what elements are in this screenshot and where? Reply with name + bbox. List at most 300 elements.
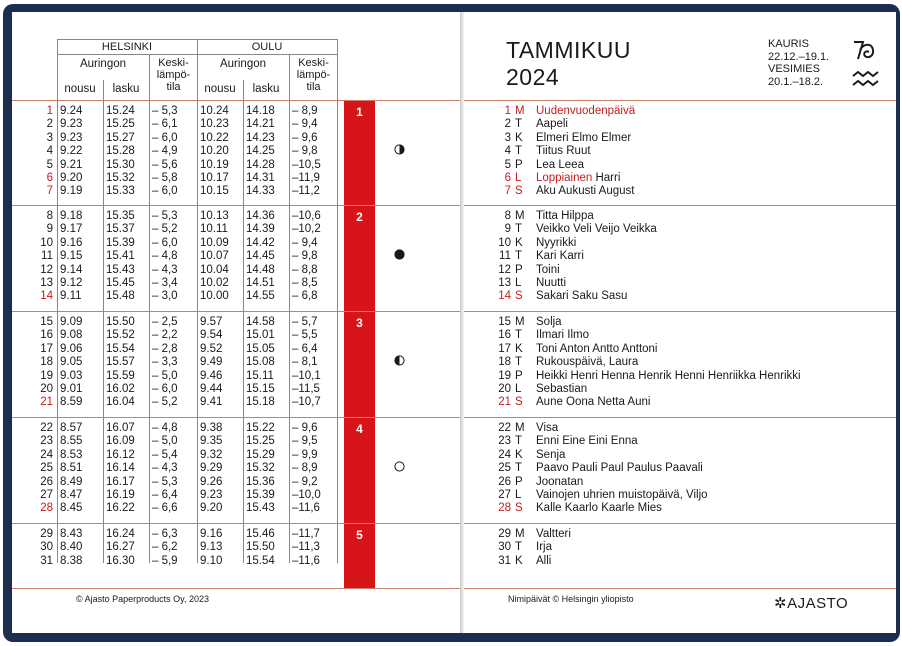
week-separator-right [464, 100, 896, 101]
nameday-text [531, 223, 657, 235]
set-label-helsinki: lasku [112, 83, 140, 95]
helsinki-temperature: – 5,6 [152, 158, 178, 171]
oulu-sunrise: 10.11 [200, 223, 228, 236]
oulu-temperature: –11,6 [292, 554, 320, 567]
column-rule [289, 54, 290, 563]
day-number: 19 [40, 369, 53, 382]
helsinki-temperature: – 6,4 [152, 489, 178, 501]
nameday-names: Titta Hilppa [536, 210, 594, 222]
day-number: 13 [40, 277, 53, 289]
nameday-names: Kari Karri [536, 250, 584, 263]
zodiac-info [768, 38, 829, 88]
oulu-sunrise: 10.00 [200, 290, 229, 303]
nameday-text [531, 264, 560, 276]
helsinki-sunrise: 9.05 [60, 356, 83, 369]
nameday-text [531, 329, 589, 341]
nameday-text [531, 502, 662, 514]
holiday-name: Uudenvuodenpäivä [536, 105, 636, 117]
helsinki-sunrise: 9.24 [60, 105, 83, 117]
nameday-day-number: 16 [498, 329, 511, 342]
nameday-text [531, 210, 594, 222]
helsinki-sunset: 16.27 [106, 541, 135, 554]
helsinki-temperature: – 2,2 [152, 329, 178, 342]
oulu-sunset: 15.18 [246, 396, 275, 409]
helsinki-sunset: 16.09 [106, 435, 135, 448]
nameday-day-number: 22 [498, 422, 511, 434]
column-rule [337, 39, 338, 563]
helsinki-sunset: 15.37 [106, 223, 135, 236]
column-rule [57, 39, 58, 563]
oulu-temperature: – 8,8 [292, 263, 318, 276]
nameday-row [484, 145, 591, 158]
helsinki-temperature: – 4,8 [152, 250, 178, 263]
nameday-row [484, 159, 584, 172]
oulu-temperature: –10,1 [292, 369, 321, 382]
oulu-temperature: –11,9 [292, 172, 320, 184]
right-footer-copyright: Nimipäivät © Helsingin yliopisto [508, 594, 634, 604]
helsinki-sunrise: 8.57 [60, 422, 83, 434]
nameday-row [484, 435, 638, 448]
nameday-row [484, 172, 620, 185]
oulu-sunset: 14.28 [246, 158, 275, 171]
oulu-sunrise: 9.16 [200, 528, 223, 540]
nameday-names: Valtteri [536, 528, 571, 540]
day-number: 17 [40, 342, 53, 355]
helsinki-sunset: 16.14 [106, 462, 135, 475]
helsinki-sunrise: 8.45 [60, 502, 83, 515]
nameday-text [531, 449, 565, 461]
helsinki-temperature: – 2,5 [152, 316, 178, 328]
nameday-names: Ilmari Ilmo [536, 329, 590, 342]
nameday-row [484, 370, 801, 383]
helsinki-temperature: – 6,0 [152, 236, 178, 249]
nameday-names: Elmeri Elmo Elmer [536, 131, 632, 144]
helsinki-sunrise: 9.17 [60, 223, 83, 236]
oulu-sunset: 14.21 [246, 118, 275, 131]
oulu-sunrise: 9.52 [200, 342, 223, 355]
helsinki-sunrise: 9.09 [60, 316, 83, 328]
oulu-sunrise: 10.23 [200, 118, 229, 131]
day-number: 15 [40, 316, 53, 328]
oulu-sunrise: 10.04 [200, 263, 229, 276]
nameday-day-number: 25 [498, 462, 511, 475]
week-separator-left [12, 311, 460, 312]
helsinki-sunrise: 8.40 [60, 541, 83, 554]
nameday-text [531, 250, 584, 262]
helsinki-sunset: 16.02 [106, 383, 135, 395]
set-label-oulu: lasku [252, 83, 280, 95]
nameday-names: Visa [536, 422, 559, 434]
oulu-sunset: 14.33 [246, 185, 275, 198]
helsinki-sunset: 15.57 [106, 356, 135, 369]
nameday-day-number: 15 [498, 316, 511, 328]
nameday-names: Vainojen uhrien muistopäivä, Viljo [536, 489, 708, 501]
helsinki-temperature: – 5,3 [152, 210, 178, 222]
oulu-temperature: –10,2 [292, 223, 321, 236]
oulu-sunset: 15.05 [246, 342, 275, 355]
bottom-rule-right [464, 588, 896, 589]
oulu-sunrise: 10.20 [200, 145, 229, 158]
oulu-temperature: – 9,6 [292, 131, 318, 144]
helsinki-sunset: 15.27 [106, 131, 135, 144]
oulu-temperature: –11,3 [292, 541, 320, 554]
oulu-temperature: –11,2 [292, 185, 320, 198]
nameday-text [531, 105, 635, 117]
nameday-day-number: 26 [498, 475, 511, 488]
moon-last-quarter-icon [394, 355, 405, 366]
helsinki-sunrise: 9.22 [60, 145, 83, 158]
temp-label-helsinki [150, 57, 197, 93]
helsinki-sunset: 15.54 [106, 342, 135, 355]
city-helsinki: HELSINKI [101, 41, 153, 53]
oulu-temperature: – 9,8 [292, 145, 318, 158]
nameday-weekday: M [515, 528, 525, 540]
helsinki-sunset: 15.33 [106, 185, 135, 198]
aquarius-icon [851, 68, 881, 90]
oulu-sunrise: 10.02 [200, 277, 229, 289]
helsinki-temperature: – 3,4 [152, 277, 178, 289]
helsinki-temperature: – 2,8 [152, 342, 178, 355]
nameday-names: Alli [536, 554, 552, 567]
oulu-temperature: – 9,6 [292, 422, 318, 434]
nameday-row [484, 290, 627, 303]
nameday-names: Veikko Veli Veijo Veikka [536, 223, 657, 236]
day-number: 22 [40, 422, 53, 434]
column-rule [149, 54, 150, 563]
helsinki-sunset: 15.24 [106, 105, 135, 117]
helsinki-sunset: 15.52 [106, 329, 135, 342]
week-number: 3 [356, 316, 363, 330]
zodiac-line: VESIMIES [768, 63, 820, 75]
oulu-temperature: – 9,2 [292, 475, 318, 488]
nameday-text [531, 118, 568, 130]
nameday-names: Nyyrikki [536, 236, 577, 249]
rise-label-helsinki: nousu [64, 83, 96, 95]
helsinki-sunrise: 9.01 [60, 383, 83, 395]
helsinki-sunset: 15.25 [106, 118, 135, 131]
temp-label-line: Keski- [158, 57, 189, 69]
day-number: 3 [46, 131, 53, 144]
bottom-rule-left [12, 588, 460, 589]
helsinki-sunset: 15.43 [106, 263, 135, 276]
nameday-weekday: M [515, 105, 525, 117]
nameday-day-number: 23 [498, 435, 511, 448]
nameday-text [531, 489, 708, 501]
oulu-sunset: 14.51 [246, 277, 275, 289]
helsinki-sunset: 15.48 [106, 290, 135, 303]
oulu-sunrise: 9.13 [200, 541, 223, 554]
nameday-row [484, 132, 631, 145]
moon-first-quarter-icon [394, 144, 405, 155]
helsinki-sunset: 15.32 [106, 172, 135, 184]
nameday-row [484, 185, 634, 198]
helsinki-sunrise: 9.15 [60, 250, 83, 263]
nameday-day-number: 1 [504, 105, 511, 117]
helsinki-sunrise: 9.11 [60, 290, 82, 303]
oulu-sunset: 15.15 [246, 383, 275, 395]
helsinki-temperature: – 6,1 [152, 118, 178, 131]
nameday-row [484, 555, 551, 568]
nameday-weekday: M [515, 210, 525, 222]
day-number: 20 [40, 383, 53, 395]
column-rule [103, 80, 104, 563]
oulu-sunrise: 10.22 [200, 131, 229, 144]
nameday-day-number: 20 [498, 383, 511, 395]
nameday-weekday: K [515, 342, 523, 355]
nameday-weekday: L [515, 277, 522, 289]
nameday-text [531, 237, 576, 249]
nameday-day-number: 5 [504, 158, 511, 171]
nameday-weekday: T [515, 223, 523, 236]
helsinki-temperature: – 6,0 [152, 185, 178, 198]
helsinki-temperature: – 4,3 [152, 263, 178, 276]
nameday-weekday: M [515, 422, 525, 434]
nameday-weekday: T [515, 329, 523, 342]
helsinki-sunset: 15.35 [106, 210, 135, 222]
nameday-day-number: 14 [498, 290, 511, 303]
day-number: 14 [40, 290, 53, 303]
week-separator-left [12, 100, 460, 101]
week-number: 5 [356, 528, 363, 542]
helsinki-sunset: 16.04 [106, 396, 135, 409]
nameday-names: Heikki Henri Henna Henrik Henni Henriikka Henrikki [536, 369, 801, 382]
oulu-sunset: 15.32 [246, 462, 275, 475]
oulu-sunrise: 10.07 [200, 250, 229, 263]
nameday-names: Harri [592, 172, 621, 184]
helsinki-sunrise: 9.21 [60, 158, 83, 171]
oulu-sunset: 14.48 [246, 263, 275, 276]
helsinki-sunrise: 9.23 [60, 118, 83, 131]
helsinki-sunset: 15.30 [106, 158, 135, 171]
helsinki-sunset: 16.12 [106, 448, 135, 461]
day-number: 8 [46, 210, 53, 222]
nameday-text [531, 132, 631, 144]
oulu-temperature: –11,6 [292, 502, 320, 515]
helsinki-sunset: 16.22 [106, 502, 135, 515]
day-number: 12 [40, 263, 53, 276]
nameday-weekday: P [515, 158, 523, 171]
day-number: 2 [46, 118, 53, 131]
helsinki-temperature: – 5,3 [152, 105, 178, 117]
nameday-text [531, 343, 658, 355]
day-number: 1 [46, 105, 53, 117]
sun-icon: ✲ [774, 595, 788, 612]
oulu-sunset: 15.43 [246, 502, 275, 515]
nameday-weekday: T [515, 356, 523, 369]
week-number: 1 [356, 105, 363, 119]
nameday-text [531, 462, 703, 474]
helsinki-sunset: 15.45 [106, 277, 135, 289]
column-rule [243, 80, 244, 563]
helsinki-sunrise: 8.47 [60, 489, 83, 501]
nameday-text [531, 435, 638, 447]
oulu-sunset: 14.39 [246, 223, 275, 236]
helsinki-temperature: – 5,9 [152, 554, 178, 567]
day-number: 21 [40, 396, 53, 409]
oulu-sunset: 15.11 [246, 369, 274, 382]
helsinki-temperature: – 6,6 [152, 502, 178, 515]
helsinki-sunrise: 9.03 [60, 369, 83, 382]
nameday-names: Paavo Pauli Paul Paulus Paavali [536, 462, 703, 475]
nameday-weekday: S [515, 290, 523, 303]
helsinki-temperature: – 6,0 [152, 131, 178, 144]
oulu-sunrise: 9.26 [200, 475, 223, 488]
oulu-sunset: 14.25 [246, 145, 275, 158]
nameday-text [531, 528, 571, 540]
rise-label-oulu: nousu [204, 83, 236, 95]
nameday-weekday: K [515, 554, 523, 567]
moon-full-icon [394, 461, 405, 472]
oulu-sunrise: 9.49 [200, 356, 223, 369]
nameday-text [531, 541, 552, 553]
nameday-names: Kalle Kaarlo Kaarle Mies [536, 502, 662, 515]
oulu-sunrise: 9.23 [200, 489, 223, 501]
helsinki-sunrise: 9.08 [60, 329, 83, 342]
oulu-sunset: 14.55 [246, 290, 275, 303]
left-footer-copyright: © Ajasto Paperproducts Oy, 2023 [76, 594, 210, 604]
helsinki-sunrise: 8.55 [60, 435, 83, 448]
helsinki-temperature: – 5,0 [152, 435, 178, 448]
month-name: TAMMIKUU [506, 37, 631, 63]
week-number: 4 [356, 422, 363, 436]
day-number: 28 [40, 502, 53, 515]
helsinki-sunset: 15.50 [106, 316, 135, 328]
day-number: 24 [40, 448, 53, 461]
sun-label-oulu: Auringon [219, 58, 267, 70]
nameday-row [484, 396, 650, 409]
zodiac-line: 22.12.–19.1. [768, 50, 830, 63]
capricorn-icon [851, 37, 881, 65]
helsinki-sunset: 15.39 [106, 236, 135, 249]
nameday-text [531, 172, 620, 184]
day-number: 9 [46, 223, 53, 236]
nameday-day-number: 21 [498, 396, 511, 409]
nameday-weekday: P [515, 475, 523, 488]
logo-text: AJASTO [787, 595, 849, 612]
nameday-day-number: 4 [504, 145, 511, 158]
oulu-sunset: 15.01 [246, 329, 275, 342]
nameday-names: Joonatan [536, 475, 584, 488]
helsinki-sunset: 15.41 [106, 250, 135, 263]
helsinki-sunset: 16.19 [106, 489, 135, 501]
oulu-temperature: – 9,4 [292, 118, 318, 131]
nameday-text [531, 356, 638, 368]
nameday-day-number: 28 [498, 502, 511, 515]
nameday-row [484, 541, 552, 554]
helsinki-sunset: 15.59 [106, 369, 135, 382]
oulu-temperature: –10,6 [292, 210, 321, 222]
nameday-weekday: S [515, 502, 523, 515]
nameday-weekday: K [515, 236, 523, 249]
nameday-row [484, 277, 566, 290]
helsinki-sunrise: 9.16 [60, 236, 83, 249]
nameday-weekday: S [515, 185, 523, 198]
week-separator-left [12, 523, 460, 524]
moon-new-icon [394, 249, 405, 260]
oulu-sunset: 14.45 [246, 250, 275, 263]
temp-label-line: tila [166, 81, 181, 93]
helsinki-sunrise: 9.14 [60, 263, 83, 276]
helsinki-sunrise: 8.43 [60, 528, 83, 540]
oulu-temperature: –10,5 [292, 158, 321, 171]
day-number: 23 [40, 435, 53, 448]
nameday-row [484, 237, 576, 250]
nameday-day-number: 12 [498, 263, 511, 276]
oulu-sunset: 15.22 [246, 422, 275, 434]
oulu-temperature: –11,7 [292, 528, 320, 540]
helsinki-temperature: – 4,9 [152, 145, 178, 158]
nameday-weekday: L [515, 489, 522, 501]
oulu-temperature: – 9,9 [292, 448, 318, 461]
nameday-text [531, 159, 584, 171]
oulu-sunrise: 9.46 [200, 369, 223, 382]
nameday-row [484, 264, 560, 277]
nameday-text [531, 396, 650, 408]
nameday-names: Toni Anton Antto Anttoni [536, 342, 658, 355]
oulu-sunrise: 9.20 [200, 502, 223, 515]
week-separator-left [12, 205, 460, 206]
nameday-weekday: L [515, 383, 522, 395]
nameday-weekday: P [515, 263, 523, 276]
oulu-sunrise: 9.44 [200, 383, 223, 395]
helsinki-temperature: – 5,3 [152, 475, 178, 488]
nameday-weekday: T [515, 145, 523, 158]
oulu-sunset: 14.31 [246, 172, 275, 184]
month-title [506, 37, 631, 91]
nameday-row [484, 316, 562, 329]
nameday-day-number: 8 [504, 210, 511, 222]
week-number: 2 [356, 210, 363, 224]
nameday-day-number: 19 [498, 369, 511, 382]
temp-label-oulu [290, 57, 337, 93]
nameday-row [484, 476, 583, 489]
nameday-day-number: 2 [504, 118, 511, 131]
week-separator-right [464, 205, 896, 206]
nameday-names: Toini [536, 263, 560, 276]
oulu-temperature: – 5,5 [292, 329, 318, 342]
helsinki-temperature: – 5,2 [152, 223, 178, 236]
nameday-row [484, 210, 594, 223]
nameday-names: Tiitus Ruut [536, 145, 591, 158]
day-number: 11 [41, 250, 53, 263]
oulu-temperature: –10,7 [292, 396, 321, 409]
nameday-weekday: P [515, 369, 523, 382]
week-separator-right [464, 523, 896, 524]
helsinki-sunset: 16.24 [106, 528, 135, 540]
day-number: 16 [40, 329, 53, 342]
oulu-temperature: – 9,4 [292, 236, 318, 249]
helsinki-temperature: – 5,4 [152, 448, 178, 461]
oulu-sunset: 15.36 [246, 475, 275, 488]
nameday-text [531, 422, 558, 434]
oulu-sunset: 14.23 [246, 131, 275, 144]
nameday-text [531, 370, 801, 382]
oulu-sunset: 15.39 [246, 489, 275, 501]
day-number: 31 [40, 554, 53, 567]
nameday-names: Irja [536, 541, 552, 554]
helsinki-sunset: 16.30 [106, 554, 135, 567]
day-number: 30 [40, 541, 53, 554]
helsinki-temperature: – 6,3 [152, 528, 178, 540]
nameday-text [531, 290, 627, 302]
helsinki-sunrise: 9.23 [60, 131, 83, 144]
helsinki-sunrise: 8.51 [60, 462, 83, 475]
nameday-row [484, 356, 638, 369]
oulu-temperature: – 8,9 [292, 105, 318, 117]
temp-label-line: lämpö- [296, 69, 331, 81]
ajasto-logo [774, 594, 848, 612]
nameday-names: Enni Eine Eini Enna [536, 435, 638, 448]
